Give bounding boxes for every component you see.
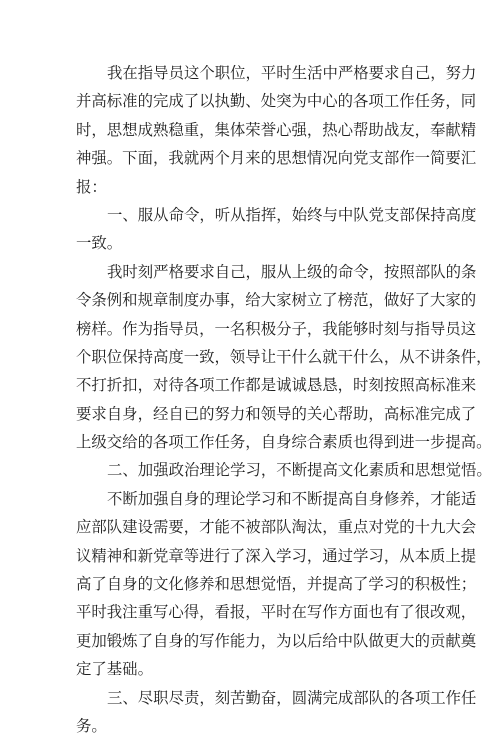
paragraph-intro-line-4: 神强。下面，我就两个月来的思想情况向党支部作一简要汇 xyxy=(76,149,477,168)
section-2-body-line-2: 应部队建设需要，才能不被部队淘汰，重点对党的十九大会 xyxy=(76,518,477,537)
section-1-body-line-6: 要求自身，经自已的努力和领导的关心帮助，高标准完成了 xyxy=(76,404,477,423)
section-1-body-line-1: 我时刻严格要求自己，服从上级的命令，按照部队的条 xyxy=(107,262,477,281)
section-1-heading-line-1: 一、服从命令，听从指挥，始终与中队党支部保持高度 xyxy=(107,205,477,224)
section-1-heading-line-2: 一致。 xyxy=(76,234,123,253)
section-1-body-line-7: 上级交给的各项工作任务，自身综合素质也得到进一步提高。 xyxy=(76,433,492,452)
section-1-body-line-3: 榜样。作为指导员，一名积极分子，我能够时刻与指导员这 xyxy=(76,319,477,338)
paragraph-intro-line-5: 报： xyxy=(76,177,107,196)
paragraph-intro-line-2: 并高标准的完成了以执勤、处突为中心的各项工作任务，同 xyxy=(76,92,477,111)
section-1-body-line-2: 令条例和规章制度办事，给大家树立了榜范，做好了大家的 xyxy=(76,291,477,310)
section-3-heading-line-1: 三、尽职尽责，刻苦勤奋，圆满完成部队的各项工作任 xyxy=(107,688,477,707)
section-2-body-line-6: 更加锻炼了自身的写作能力，为以后给中队做更大的贡献奠 xyxy=(76,631,477,650)
paragraph-intro-line-3: 时，思想成熟稳重，集体荣誉心强，热心帮助战友，奉献精 xyxy=(76,120,477,139)
section-2-heading: 二、加强政治理论学习，不断提高文化素质和思想觉悟。 xyxy=(107,461,492,480)
section-3-heading-line-2: 务。 xyxy=(76,716,107,735)
paragraph-intro-line-1: 我在指导员这个职位，平时生活中严格要求自己，努力 xyxy=(107,64,477,82)
document-body xyxy=(76,59,492,740)
section-2-body-line-7: 定了基础。 xyxy=(76,660,153,679)
section-1-body-line-5: 不打折扣，对待各项工作都是诚诚恳恳，时刻按照高标准来 xyxy=(76,376,477,395)
section-1-body-line-4: 个职位保持高度一致，领导让干什么就干什么，从不讲条件， xyxy=(76,347,492,366)
section-2-body-line-4: 高了自身的文化修养和思想觉悟，并提高了学习的积极性； xyxy=(76,575,477,594)
section-2-body-line-3: 议精神和新党章等进行了深入学习，通过学习，从本质上提 xyxy=(76,546,477,565)
section-2-body-line-1: 不断加强自身的理论学习和不断提高自身修养，才能适 xyxy=(107,489,477,508)
section-2-body-line-5: 平时我注重写心得，看报，平时在写作方面也有了很改观， xyxy=(76,603,477,622)
